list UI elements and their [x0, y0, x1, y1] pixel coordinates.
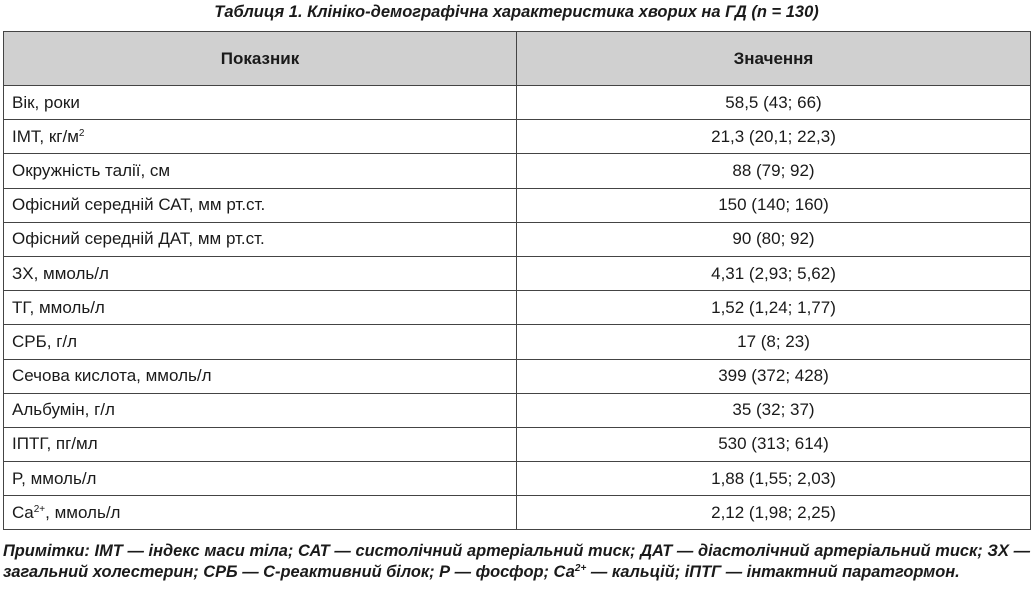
table-row	[4, 86, 1031, 120]
value-cell: 1,88 (1,55; 2,03)	[517, 462, 1031, 496]
value-cell: 35 (32; 37)	[517, 393, 1031, 427]
table-row	[4, 154, 1031, 188]
superscript: 2+	[574, 562, 587, 574]
indicator-cell	[4, 496, 517, 530]
indicator-cell: Вік, роки	[4, 86, 517, 120]
superscript: 2+	[33, 503, 46, 515]
value-cell: 90 (80; 92)	[517, 222, 1031, 256]
table-row	[4, 393, 1031, 427]
table-header-row	[4, 32, 1031, 86]
table-row	[4, 359, 1031, 393]
value-cell: 21,3 (20,1; 22,3)	[517, 120, 1031, 154]
column-header-indicator: Показник	[4, 32, 517, 86]
clinical-characteristics-table	[3, 31, 1031, 530]
notes-text-end: — кальцій; іПТГ — інтактний паратгормон.	[586, 562, 960, 581]
table-row	[4, 427, 1031, 461]
notes-text: Примітки: ІМТ — індекс маси тіла; САТ — систолічний артеріальний тиск; ДАТ — діастолічний артеріальний тиск; ЗХ — загальний холестерин; СРБ — С-реактивний білок; Р — фосфор; Са	[3, 542, 1030, 581]
indicator-cell: ТГ, ммоль/л	[4, 291, 517, 325]
table-row	[4, 188, 1031, 222]
column-header-value: Значення	[517, 32, 1031, 86]
table-row	[4, 291, 1031, 325]
indicator-cell: ЗХ, ммоль/л	[4, 256, 517, 290]
indicator-cell: СРБ, г/л	[4, 325, 517, 359]
table-row	[4, 222, 1031, 256]
table-row	[4, 496, 1031, 530]
value-cell: 530 (313; 614)	[517, 427, 1031, 461]
indicator-cell: Окружність талії, см	[4, 154, 517, 188]
value-cell: 4,31 (2,93; 5,62)	[517, 256, 1031, 290]
indicator-text: Ca	[12, 502, 34, 522]
indicator-cell: Альбумін, г/л	[4, 393, 517, 427]
value-cell: 399 (372; 428)	[517, 359, 1031, 393]
superscript: 2	[78, 127, 85, 139]
indicator-cell: Офісний середній ДАТ, мм рт.ст.	[4, 222, 517, 256]
table-row	[4, 120, 1031, 154]
table-caption: Таблиця 1. Клініко-демографічна характеристика хворих на ГД (n = 130)	[214, 3, 819, 21]
indicator-cell: Офісний середній САТ, мм рт.ст.	[4, 188, 517, 222]
table-notes	[3, 541, 1030, 582]
indicator-cell: P, ммоль/л	[4, 462, 517, 496]
value-cell: 17 (8; 23)	[517, 325, 1031, 359]
value-cell: 88 (79; 92)	[517, 154, 1031, 188]
indicator-unit: , ммоль/л	[45, 502, 121, 522]
table-row	[4, 256, 1031, 290]
table-row	[4, 462, 1031, 496]
value-cell: 1,52 (1,24; 1,77)	[517, 291, 1031, 325]
indicator-cell	[4, 120, 517, 154]
value-cell: 2,12 (1,98; 2,25)	[517, 496, 1031, 530]
indicator-cell: Сечова кислота, ммоль/л	[4, 359, 517, 393]
value-cell: 58,5 (43; 66)	[517, 86, 1031, 120]
value-cell: 150 (140; 160)	[517, 188, 1031, 222]
indicator-cell: ІПТГ, пг/мл	[4, 427, 517, 461]
indicator-text: ІМТ, кг/м	[12, 126, 79, 146]
table-row	[4, 325, 1031, 359]
